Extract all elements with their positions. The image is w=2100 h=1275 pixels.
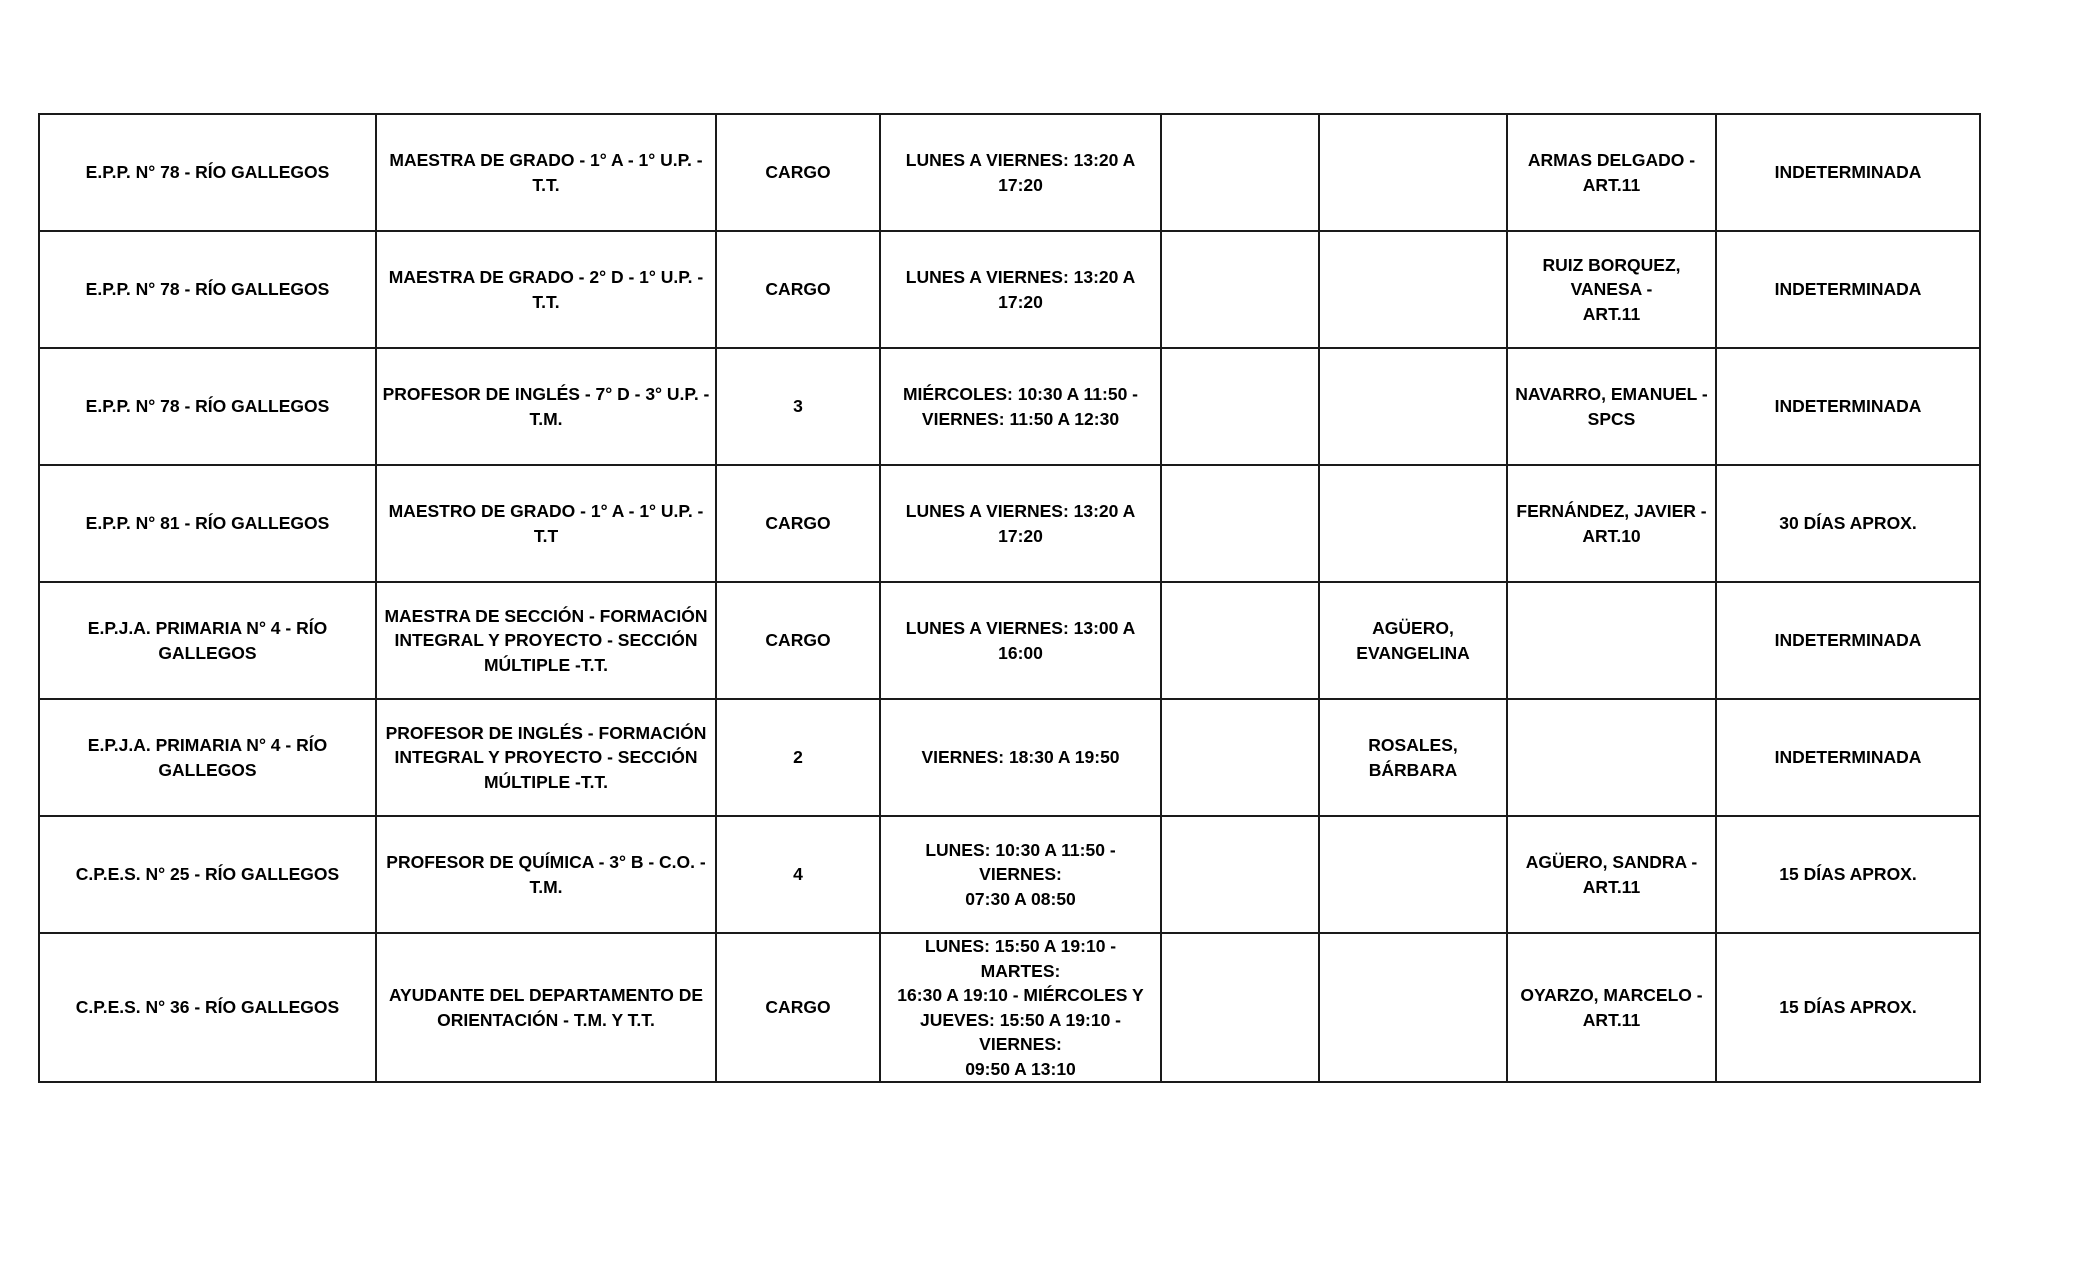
license-holder-cell: NAVARRO, EMANUEL - SPCS <box>1507 348 1716 465</box>
school-cell: E.P.J.A. PRIMARIA N° 4 - RÍO GALLEGOS <box>39 699 376 816</box>
school-cell: E.P.P. N° 78 - RÍO GALLEGOS <box>39 231 376 348</box>
substitute-cell <box>1319 816 1507 933</box>
table-row <box>39 933 1980 1082</box>
substitute-cell: AGÜERO, EVANGELINA <box>1319 582 1507 699</box>
license-holder-cell <box>1507 699 1716 816</box>
duration-cell: INDETERMINADA <box>1716 699 1980 816</box>
vacancy-table <box>38 113 1981 1083</box>
hours-cell: 4 <box>716 816 880 933</box>
school-cell: C.P.E.S. N° 25 - RÍO GALLEGOS <box>39 816 376 933</box>
schedule-cell: LUNES A VIERNES: 13:20 A 17:20 <box>880 465 1161 582</box>
schedule-cell: LUNES: 10:30 A 11:50 - VIERNES: 07:30 A 08:50 <box>880 816 1161 933</box>
table-row <box>39 582 1980 699</box>
table-row <box>39 114 1980 231</box>
position-cell: PROFESOR DE INGLÉS - FORMACIÓN INTEGRAL Y PROYECTO - SECCIÓN MÚLTIPLE -T.T. <box>376 699 716 816</box>
substitute-cell <box>1319 231 1507 348</box>
school-cell: E.P.P. N° 78 - RÍO GALLEGOS <box>39 348 376 465</box>
empty-cell <box>1161 231 1319 348</box>
duration-cell: 15 DÍAS APROX. <box>1716 816 1980 933</box>
duration-cell: INDETERMINADA <box>1716 231 1980 348</box>
schedule-cell: MIÉRCOLES: 10:30 A 11:50 - VIERNES: 11:50 A 12:30 <box>880 348 1161 465</box>
hours-cell: 3 <box>716 348 880 465</box>
hours-cell: CARGO <box>716 114 880 231</box>
position-cell: MAESTRA DE GRADO - 1° A - 1° U.P. - T.T. <box>376 114 716 231</box>
hours-cell: CARGO <box>716 933 880 1082</box>
hours-cell: CARGO <box>716 465 880 582</box>
table-body <box>39 114 1980 1082</box>
position-cell: PROFESOR DE INGLÉS - 7° D - 3° U.P. - T.M. <box>376 348 716 465</box>
position-cell: MAESTRO DE GRADO - 1° A - 1° U.P. - T.T <box>376 465 716 582</box>
schedule-cell: LUNES A VIERNES: 13:00 A 16:00 <box>880 582 1161 699</box>
table-row <box>39 231 1980 348</box>
school-cell: C.P.E.S. N° 36 - RÍO GALLEGOS <box>39 933 376 1082</box>
school-cell: E.P.P. N° 81 - RÍO GALLEGOS <box>39 465 376 582</box>
schedule-cell: LUNES: 15:50 A 19:10 - MARTES: 16:30 A 19:10 - MIÉRCOLES Y JUEVES: 15:50 A 19:10 - VIERNES: 09:50 A 13:10 <box>880 933 1161 1082</box>
schedule-cell: VIERNES: 18:30 A 19:50 <box>880 699 1161 816</box>
empty-cell <box>1161 933 1319 1082</box>
substitute-cell <box>1319 114 1507 231</box>
substitute-cell <box>1319 348 1507 465</box>
empty-cell <box>1161 465 1319 582</box>
substitute-cell <box>1319 465 1507 582</box>
table-row <box>39 348 1980 465</box>
empty-cell <box>1161 699 1319 816</box>
position-cell: AYUDANTE DEL DEPARTAMENTO DE ORIENTACIÓN - T.M. Y T.T. <box>376 933 716 1082</box>
empty-cell <box>1161 348 1319 465</box>
table-row <box>39 465 1980 582</box>
license-holder-cell: ARMAS DELGADO - ART.11 <box>1507 114 1716 231</box>
empty-cell <box>1161 582 1319 699</box>
substitute-cell: ROSALES, BÁRBARA <box>1319 699 1507 816</box>
duration-cell: 15 DÍAS APROX. <box>1716 933 1980 1082</box>
position-cell: MAESTRA DE SECCIÓN - FORMACIÓN INTEGRAL Y PROYECTO - SECCIÓN MÚLTIPLE -T.T. <box>376 582 716 699</box>
hours-cell: 2 <box>716 699 880 816</box>
substitute-cell <box>1319 933 1507 1082</box>
license-holder-cell: FERNÁNDEZ, JAVIER - ART.10 <box>1507 465 1716 582</box>
school-cell: E.P.J.A. PRIMARIA N° 4 - RÍO GALLEGOS <box>39 582 376 699</box>
position-cell: MAESTRA DE GRADO - 2° D - 1° U.P. - T.T. <box>376 231 716 348</box>
empty-cell <box>1161 816 1319 933</box>
license-holder-cell: AGÜERO, SANDRA - ART.11 <box>1507 816 1716 933</box>
duration-cell: INDETERMINADA <box>1716 582 1980 699</box>
empty-cell <box>1161 114 1319 231</box>
duration-cell: INDETERMINADA <box>1716 114 1980 231</box>
hours-cell: CARGO <box>716 582 880 699</box>
license-holder-cell: OYARZO, MARCELO - ART.11 <box>1507 933 1716 1082</box>
schedule-cell: LUNES A VIERNES: 13:20 A 17:20 <box>880 114 1161 231</box>
position-cell: PROFESOR DE QUÍMICA - 3° B - C.O. - T.M. <box>376 816 716 933</box>
hours-cell: CARGO <box>716 231 880 348</box>
table-row <box>39 816 1980 933</box>
schedule-cell: LUNES A VIERNES: 13:20 A 17:20 <box>880 231 1161 348</box>
duration-cell: INDETERMINADA <box>1716 348 1980 465</box>
table-row <box>39 699 1980 816</box>
license-holder-cell: RUIZ BORQUEZ, VANESA - ART.11 <box>1507 231 1716 348</box>
license-holder-cell <box>1507 582 1716 699</box>
duration-cell: 30 DÍAS APROX. <box>1716 465 1980 582</box>
school-cell: E.P.P. N° 78 - RÍO GALLEGOS <box>39 114 376 231</box>
